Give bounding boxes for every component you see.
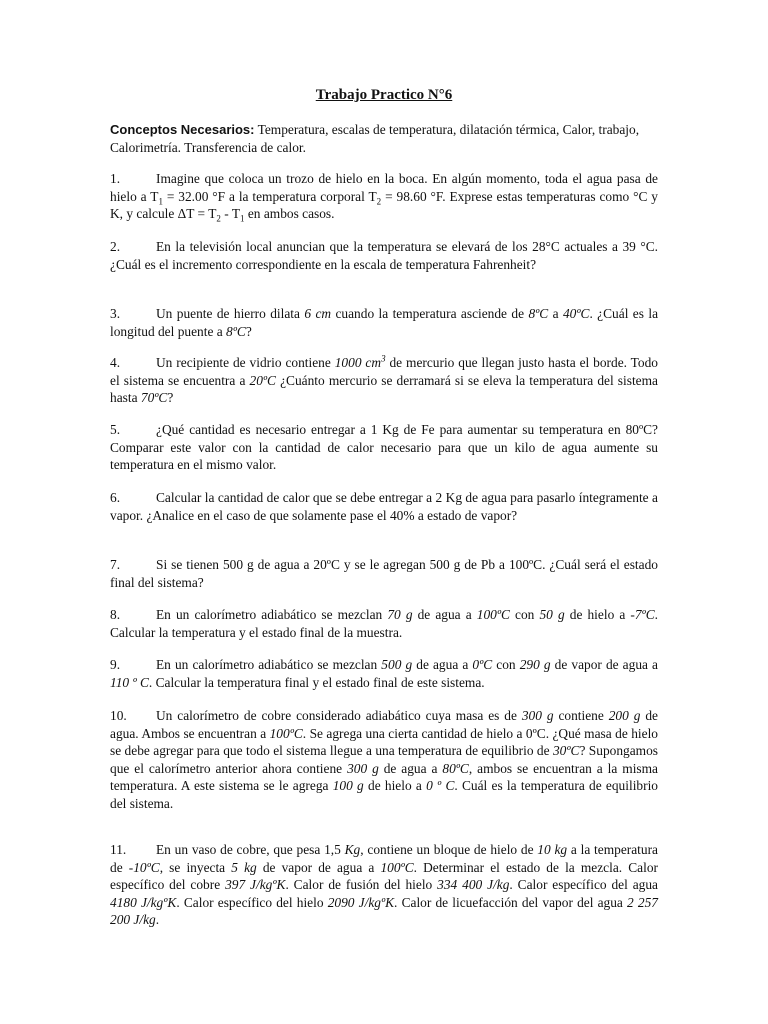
problem-3: 3. Un puente de hierro dilata 6 cm cuando la temperatura asciende de 8ºC a 40ºC. ¿Cuál es la longitud del puente a 8ºC? xyxy=(110,306,659,339)
problem-10: 10. Un calorímetro de cobre considerado adiabático cuya masa es de 300 g contiene 200 g de agua. Ambos se encuentran a 100ºC. Se agrega una cierta cantidad de hielo a 0ºC. ¿Qué masa de hielo se debe agregar para que todo el sistema llegue a una temperatura de equilibrio de 30ºC? Supongamos que el calorímetro anterior ahora contiene 300 g de agua a 80ºC, ambos se encuentran a la misma temperatura. A este sistema se le agrega 100 g de hielo a 0 º C. Cuál es la temperatura de equilibrio del sistema. xyxy=(110,708,658,811)
document-title: Trabajo Practico N°6 xyxy=(315,87,453,103)
problem-6 xyxy=(110,489,658,524)
problem-5 xyxy=(110,421,658,474)
problem-1: 1. Imagine que coloca un trozo de hielo en la boca. En algún momento, toda el agua pasa de hielo a $T_1 = 32.00$ °F a la temperatura corporal $T_2 = 98.60$ °F. Exprese estas temperaturas como °C y K, y calcule $\Delta T = T_2 - T_1$ en ambos casos. xyxy=(110,171,658,224)
problem-number: 9. xyxy=(110,657,121,672)
problem-number: 11. xyxy=(110,842,127,857)
concepts-label: Conceptos Necesarios: xyxy=(110,122,255,137)
problem-2 xyxy=(110,238,658,273)
problem-number: 1. xyxy=(110,171,121,186)
problem-text: ¿Qué cantidad es necesario entregar a 1 Kg de Fe para aumentar su temperatura en 80ºC? Comparar este valor con la cantidad de calor necesario para que un kilo de agua aumente su temperatura en el mismo valor. xyxy=(110,422,658,473)
problem-number: 8. xyxy=(110,607,121,622)
problem-4: 4. Un recipiente de vidrio contiene 1000 $cm^3$ de mercurio que llegan justo hasta el borde. Todo el sistema se encuentra a 20ºC ¿Cuánto mercurio se derramará si se eleva la temperatura del sistema hasta 70ºC? xyxy=(110,353,659,406)
problem-9: 9. En un calorímetro adiabático se mezclan 500 g de agua a 0ºC con 290 g de vapor de agua a 110 º C. Calcular la temperatura final y el estado final de este sistema. xyxy=(110,657,658,690)
problem-text: Si se tienen 500 g de agua a 20ºC y se le agregan 500 g de Pb a 100ºC. ¿Cuál será el estado final del sistema? xyxy=(110,557,658,590)
problem-7 xyxy=(110,556,658,591)
problem-number: 4. xyxy=(110,355,121,370)
problem-number: 6. xyxy=(110,490,121,505)
problem-text: Calcular la cantidad de calor que se debe entregar a 2 Kg de agua para pasarlo íntegramente a vapor. ¿Analice en el caso de que solamente pase el 40% a estado de vapor? xyxy=(110,490,658,523)
problem-number: 10. xyxy=(110,708,127,723)
problem-number: 3. xyxy=(110,306,121,321)
concepts-paragraph xyxy=(110,121,658,156)
problem-number: 2. xyxy=(110,239,121,254)
problem-11: 11. En un vaso de cobre, que pesa 1,5 Kg, contiene un bloque de hielo de 10 kg a la temperatura de -10ºC, se inyecta 5 kg de vapor de agua a 100ºC. Determinar el estado de la mezcla. Calor específico del cobre 397 J/kgºK. Calor de fusión del hielo 334 400 J/kg. Calor específico del agua 4180 J/kgºK. Calor específico del hielo 2090 J/kgºK. Calor de licuefacción del vapor del agua 2 257 200 J/kg. xyxy=(110,842,659,928)
problem-8: 8. En un calorímetro adiabático se mezclan 70 g de agua a 100ºC con 50 g de hielo a -7ºC. Calcular la temperatura y el estado final de la muestra. xyxy=(110,607,658,640)
concepts-text: Temperatura, escalas de temperatura, dilatación térmica, Calor, trabajo, Calorimetría. Transferencia de calor. xyxy=(110,122,640,155)
problem-number: 7. xyxy=(110,557,121,572)
problem-text: En la televisión local anuncian que la temperatura se elevará de los 28°C actuales a 39 °C. ¿Cuál es el incremento correspondiente en la escala de temperatura Fahrenheit? xyxy=(110,239,658,272)
problem-number: 5. xyxy=(110,422,121,437)
